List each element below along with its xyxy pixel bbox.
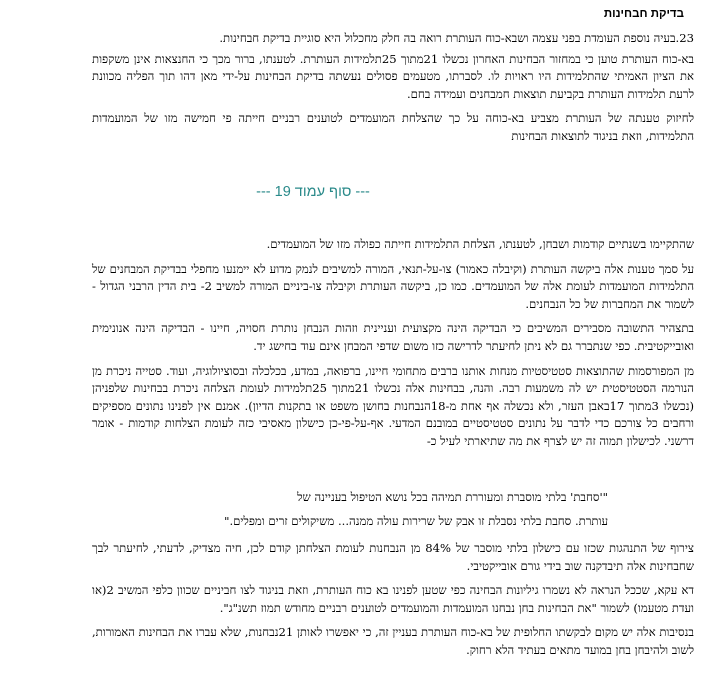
section-2 [92, 236, 694, 451]
paragraph-sheets-not-kept: דא עקא, שככל הנראה לא נשמרו גיליונות הבחינה כפי שטען לפנינו בא כוח העותרת, וזאת בניגוד לצו חביניים שכוון כלפי המשיב 2(או ועדת מטעמו) לשמור "את הבחינות בחן נבחנו המועמדות והמועמדים לטוענים רבניים מחודש תמוז תשנ"ג". [92, 583, 694, 615]
quote-line-2: עותרת. סחבת בלתי נסבלת זו אבק של שרירות עולה ממנה... משיקולים זרים ומפלים." [224, 514, 608, 528]
section-1 [92, 30, 694, 146]
paragraph-23: 23.בעיה נוספת העומדת בפני עצמה ושבא-כוח העותרת רואה בה חלק מחכלול היא סוגיית בדיקת חבחינות. [219, 31, 694, 45]
section-3 [92, 540, 694, 660]
paragraph-support: לחיזוק טענתה של העותרת מצביע בא-כוחה על כך שהצלחת המועמדים לטוענים רבניים חייתה פי חמישה מזו של המועמדות התלמידות, וזאת בניגוד לתוצאות הבחינות [92, 111, 694, 143]
paragraph-claim: בא-כוח העותרת טוען כי במחזור הבחינות האחרון נכשלו 21מתוך 25תלמידות העותרת. לטענתו, ברור מכך כי החנצאות אינן משקפות את הציון האמיתי שהתלמידות היו ראויות לו. לסברתו, מטעמים פסולים נעשתה בדיקת הבחינות על-ידי מאן דהו תוך הפליה מכוונת לרעת תלמידות העותרת בקביעת תוצאות חמבחנים ועמידה בחם. [92, 51, 695, 101]
block-quote [110, 488, 608, 530]
quote-line-1: "'סחבת' בלתי מוסברת ומעוררת תמיהה בכל נושא הטיפול בעניינה של [297, 490, 608, 504]
paragraph-retake: בנסיבות אלה יש מקום לבקשתו החלופית של בא-כוח העותרת בעניין זה, כי יאפשרו לאותן 21נבחנות, שלא עברו את הבחינות האמורות, לשוב ולהיבחן בחן במועד מתאים בעתיד הלא רחוק. [92, 625, 694, 657]
paragraph-response: בתצהיר התשובה מסבירים המשיבים כי הבדיקה הינה מקצועית ועניינית וזהות הנבחן נותרת חסויה, חיינו - הבדיקה הינה אנונימית ואובייקטיבית. כפי שנתברר גם לא ניתן לחיעתר לדרישה כזו משום שדפי המבחן אינם עוד בחישג יד. [92, 321, 694, 353]
section-heading: בדיקת חבחינות [603, 8, 684, 20]
paragraph-statistics: מן המפורסמות שהתוצאות סטטיסטיות מנחות אותנו ברבים מתחומי חיינו, ברפואה, במדע, בכלכלה ובסוציולוגיה, ועוד. סטייה ניכרת מן הנורמה הסטטיסטית יש לה משמעות רבה. והנה, בבחינות אלה נכשלו 21מתוך 25תלמידות לעומת הצלחה ניכרת בבחינות שלפניהן (נכשלו 3מתוך 17באבן העזר, ולא נכשלה אף אחת מ-18הנבחנות בחושן משפט או בתקנות הדיון). אמנם אין לפנינו נתונים מספיקים ורחבים כל צורכם כדי לדבר על נתונים סטטיסטיים במובנם המדעי. אף-על-פי-כן כישלון מאסיבי כזה לעומת הצלחות קודמות - אומר דרשני. לכישלון תמוה זה יש לצרף את מה שתיארתי לעיל כ- [92, 363, 694, 448]
page-end-marker: --- סוף עמוד 19 --- [256, 184, 370, 200]
paragraph-previous-exams: שהתקיימו בשנתיים קודמות ושבחן, לטענתו, הצלחת התלמידות חייתה כפולה מזו של המועמדים. [266, 237, 694, 251]
paragraph-conclusion: צירוף של התנהגות שכזו עם כישלון בלתי מוסבר של 84% מן הנבחנות לעומת הצלחתן קודם לכן, חיה מצדיק, לדעתי, לחיעתר לבך שחבחינות אלה תיבדקנה שוב בידי גורם אובייקטיבי. [92, 541, 694, 573]
paragraph-order-nisi: על סמך טענות אלה ביקשה העותרת (וקיבלה כאמור) צו-על-תנאי, המורה למשיבים לנמק מדוע לא יימנעו מחפלי בבדיקת המבחנים של התלמידות המועמדות לעומת אלה של המועמדים. כמו כן, ביקשה העותרת וקיבלה צו-ביניים המורה למשיב 2- בית הדין הרבני הגדול - לשמור את המחברות של כל הנבחנים. [92, 261, 694, 311]
